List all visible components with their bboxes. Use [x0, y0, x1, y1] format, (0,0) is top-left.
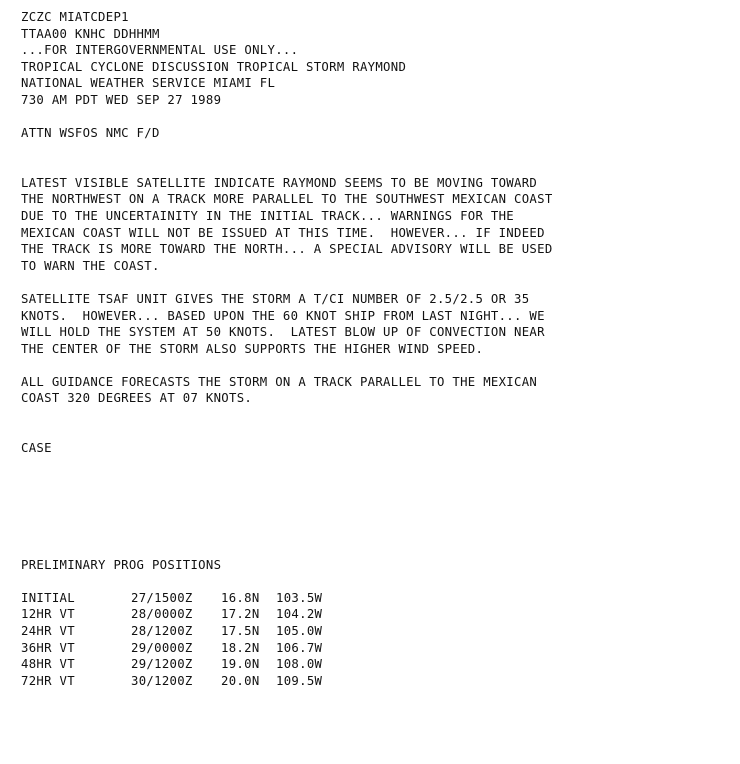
text-line: ALL GUIDANCE FORECASTS THE STORM ON A TRACK PARALLEL TO THE MEXICAN: [21, 374, 538, 389]
text-line: THE NORTHWEST ON A TRACK MORE PARALLEL TO THE SOUTHWEST MEXICAN COAST: [21, 192, 553, 207]
header-line: NATIONAL WEATHER SERVICE MIAMI FL: [21, 76, 276, 91]
prog-time: 28/1200Z: [131, 624, 193, 639]
text-line: THE CENTER OF THE STORM ALSO SUPPORTS THE HIGHER WIND SPEED.: [21, 341, 484, 356]
header-line: TTAA00 KNHC DDHHMM: [21, 26, 160, 41]
text-line: TO WARN THE COAST.: [21, 258, 160, 273]
prog-lat: 19.0N: [221, 657, 260, 672]
prog-time: 28/0000Z: [131, 607, 193, 622]
prog-row: [21, 656, 731, 673]
text-line: COAST 320 DEGREES AT 07 KNOTS.: [21, 391, 253, 406]
prog-lon: 108.0W: [276, 657, 323, 672]
prog-time: 27/1500Z: [131, 590, 193, 605]
prog-time: 30/1200Z: [131, 673, 193, 688]
prog-label: 72HR VT: [21, 673, 75, 688]
prog-lat: 18.2N: [221, 640, 260, 655]
text-line: THE TRACK IS MORE TOWARD THE NORTH... A SPECIAL ADVISORY WILL BE USED: [21, 242, 553, 257]
header-line: ...FOR INTERGOVERNMENTAL USE ONLY...: [21, 43, 299, 58]
prog-row: [21, 673, 731, 690]
prog-lat: 17.5N: [221, 624, 260, 639]
prog-row: [21, 590, 731, 607]
prog-lon: 109.5W: [276, 673, 323, 688]
prog-label: 12HR VT: [21, 607, 75, 622]
header-line: TROPICAL CYCLONE DISCUSSION TROPICAL STORM RAYMOND: [21, 59, 407, 74]
text-line: SATELLITE TSAF UNIT GIVES THE STORM A T/CI NUMBER OF 2.5/2.5 OR 35: [21, 291, 530, 306]
prog-label: 48HR VT: [21, 657, 75, 672]
prog-row: [21, 640, 731, 657]
prog-lat: 16.8N: [221, 590, 260, 605]
header-line: ZCZC MIATCDEP1: [21, 10, 129, 24]
text-line: MEXICAN COAST WILL NOT BE ISSUED AT THIS TIME. HOWEVER... IF INDEED: [21, 225, 545, 240]
prog-title: PRELIMINARY PROG POSITIONS: [21, 557, 222, 572]
text-line: DUE TO THE UNCERTAINITY IN THE INITIAL TRACK... WARNINGS FOR THE: [21, 208, 515, 223]
bulletin-header: [21, 9, 731, 109]
prog-label: INITIAL: [21, 590, 75, 605]
discussion-document: [21, 9, 731, 689]
forecaster-name: CASE: [21, 441, 52, 456]
paragraph-guidance: [21, 374, 731, 407]
prog-label: 24HR VT: [21, 624, 75, 639]
prog-positions-section: [21, 557, 731, 690]
paragraph-track: [21, 175, 731, 275]
text-line: LATEST VISIBLE SATELLITE INDICATE RAYMOND SEEMS TO BE MOVING TOWARD: [21, 175, 538, 190]
text-line: WILL HOLD THE SYSTEM AT 50 KNOTS. LATEST BLOW UP OF CONVECTION NEAR: [21, 325, 545, 340]
prog-lon: 106.7W: [276, 640, 323, 655]
prog-lat: 17.2N: [221, 607, 260, 622]
attention-line: ATTN WSFOS NMC F/D: [21, 126, 160, 141]
prog-row: [21, 606, 731, 623]
prog-time: 29/1200Z: [131, 657, 193, 672]
prog-table: [21, 590, 731, 690]
text-line: KNOTS. HOWEVER... BASED UPON THE 60 KNOT SHIP FROM LAST NIGHT... WE: [21, 308, 545, 323]
prog-lon: 103.5W: [276, 590, 323, 605]
paragraph-intensity: [21, 291, 731, 357]
prog-lon: 104.2W: [276, 607, 323, 622]
header-line: 730 AM PDT WED SEP 27 1989: [21, 92, 222, 107]
prog-time: 29/0000Z: [131, 640, 193, 655]
prog-row: [21, 623, 731, 640]
prog-lon: 105.0W: [276, 624, 323, 639]
prog-label: 36HR VT: [21, 640, 75, 655]
prog-lat: 20.0N: [221, 673, 260, 688]
